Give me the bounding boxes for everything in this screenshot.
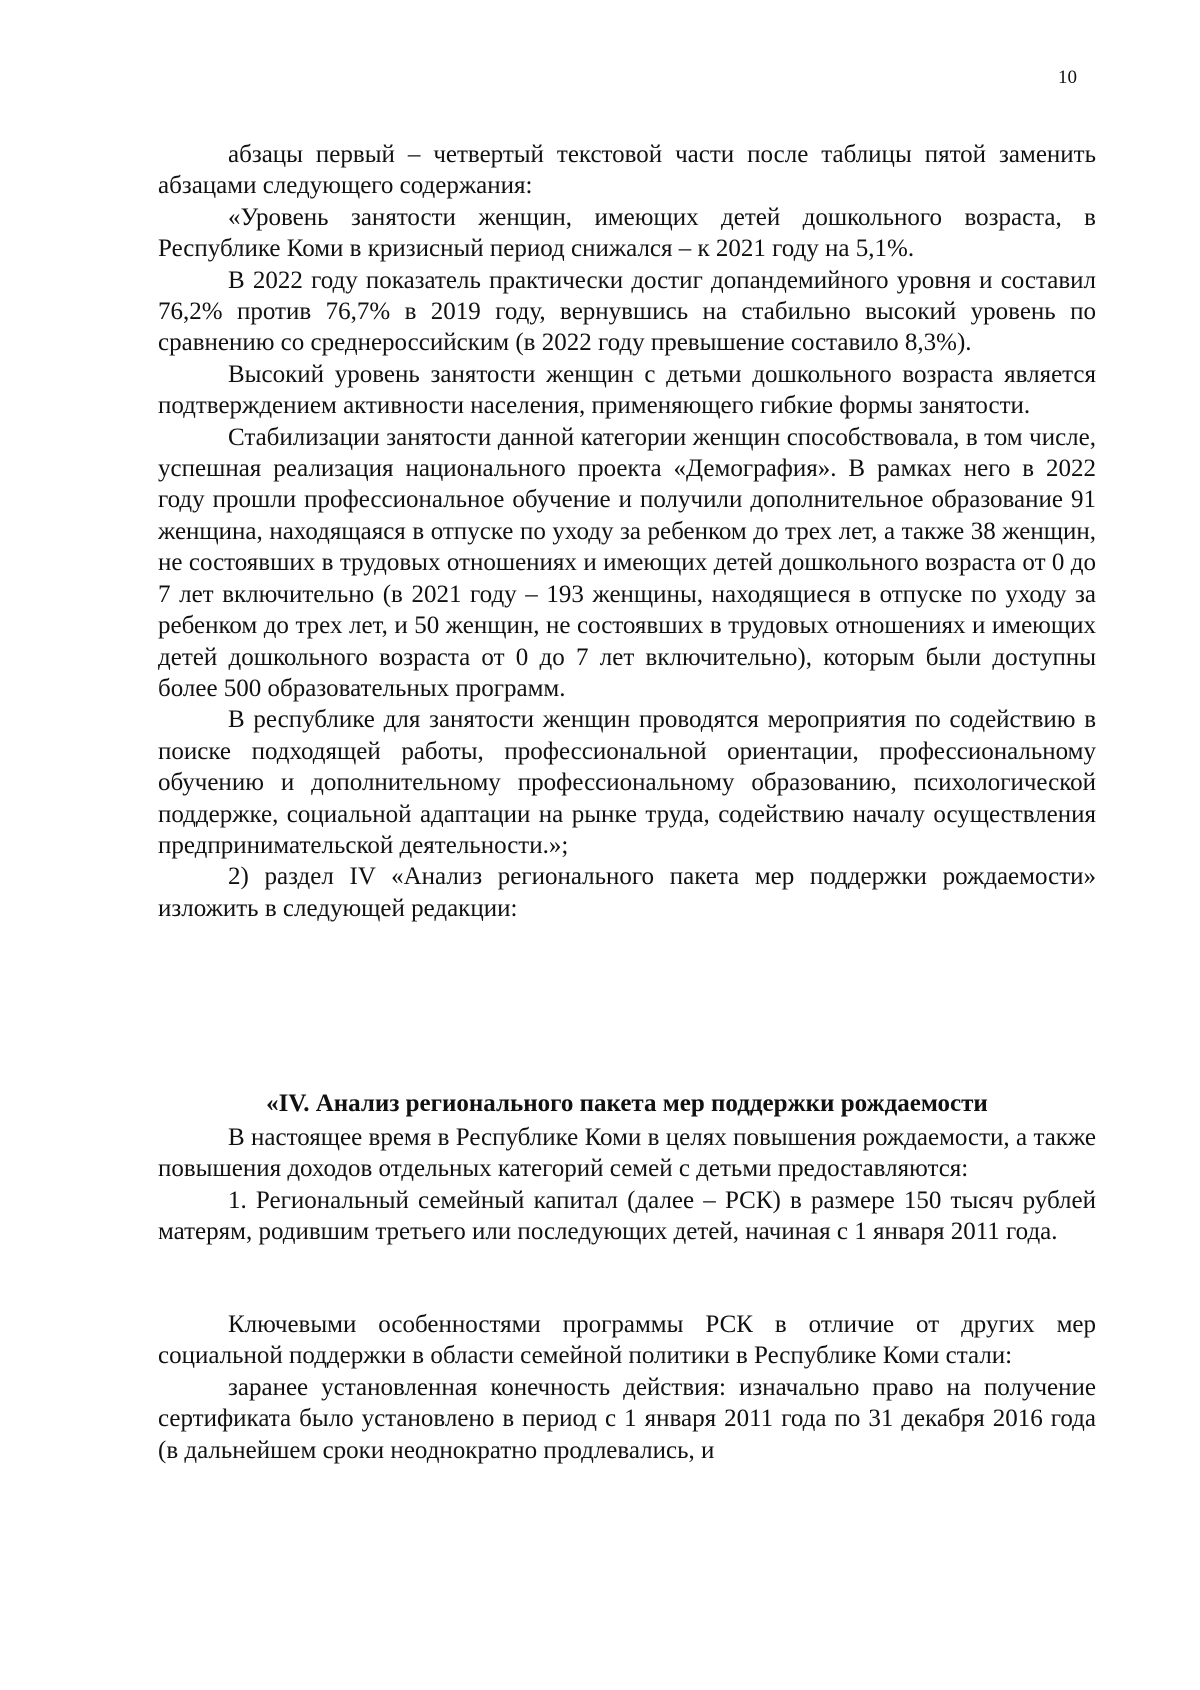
paragraph: В республике для занятости женщин проводятся мероприятия по содействию в поиске подходящей работы, профессиональной ориентации, профессиональному обучению и дополнительному профессиональному образованию, психологической поддержке, социальной адаптации на рынке труда, содействию началу осуществления предпринимательской деятельности.»; [158,706,1096,859]
paragraph: В настоящее время в Республике Коми в целях повышения рождаемости, а также повышения доходов отдельных категорий семей с детьми предоставляются: [158,1124,1096,1183]
page-number: 10 [1058,67,1077,88]
paragraph: В 2022 году показатель практически достиг допандемийного уровня и составил 76,2% против 76,7% в 2019 году, вернувшись на стабильно высокий уровень по сравнению со среднероссийским (в 2022 году превышение составило 8,3%). [158,266,1096,357]
paragraph: Ключевыми особенностями программы РСК в отличие от других мер социальной поддержки в области семейной политики в Республике Коми стали: [158,1311,1096,1370]
paragraph: 2) раздел IV «Анализ регионального пакета мер поддержки рождаемости» изложить в следующей редакции: [158,863,1096,922]
body-text-middle [158,1122,1096,1248]
body-text-bottom [158,1309,1096,1466]
paragraph: абзацы первый – четвертый текстовой части после таблицы пятой заменить абзацами следующего содержания: [158,141,1096,200]
section-heading: «IV. Анализ регионального пакета мер поддержки рождаемости [266,1090,988,1117]
paragraph: заранее установленная конечность действия: изначально право на получение сертификата было установлено в период с 1 января 2011 года по 31 декабря 2016 года (в дальнейшем сроки неоднократно продлевались, и [158,1373,1096,1464]
body-text-top [158,139,1096,924]
paragraph: Стабилизации занятости данной категории женщин способствовала, в том числе, успешная реализация национального проекта «Демография». В рамках него в 2022 году прошли профессиональное обучение и получили дополнительное образование 91 женщина, находящаяся в отпуске по уходу за ребенком до трех лет, а также 38 женщин, не состоявших в трудовых отношениях и имеющих детей дошкольного возраста от 0 до 7 лет включительно (в 2021 году – 193 женщины, находящиеся в отпуске по уходу за ребенком до трех лет, и 50 женщин, не состоявших в трудовых отношениях и имеющих детей дошкольного возраста от 0 до 7 лет включительно), которым были доступны более 500 образовательных программ. [158,423,1096,702]
paragraph: Высокий уровень занятости женщин с детьми дошкольного возраста является подтверждением активности населения, применяющего гибкие формы занятости. [158,360,1096,420]
paragraph: 1. Региональный семейный капитал (далее – РСК) в размере 150 тысяч рублей матерям, родившим третьего или последующих детей, начиная с 1 января 2011 года. [158,1186,1096,1246]
paragraph: «Уровень занятости женщин, имеющих детей дошкольного возраста, в Республике Коми в кризисный период снижался – к 2021 году на 5,1%. [158,203,1096,263]
